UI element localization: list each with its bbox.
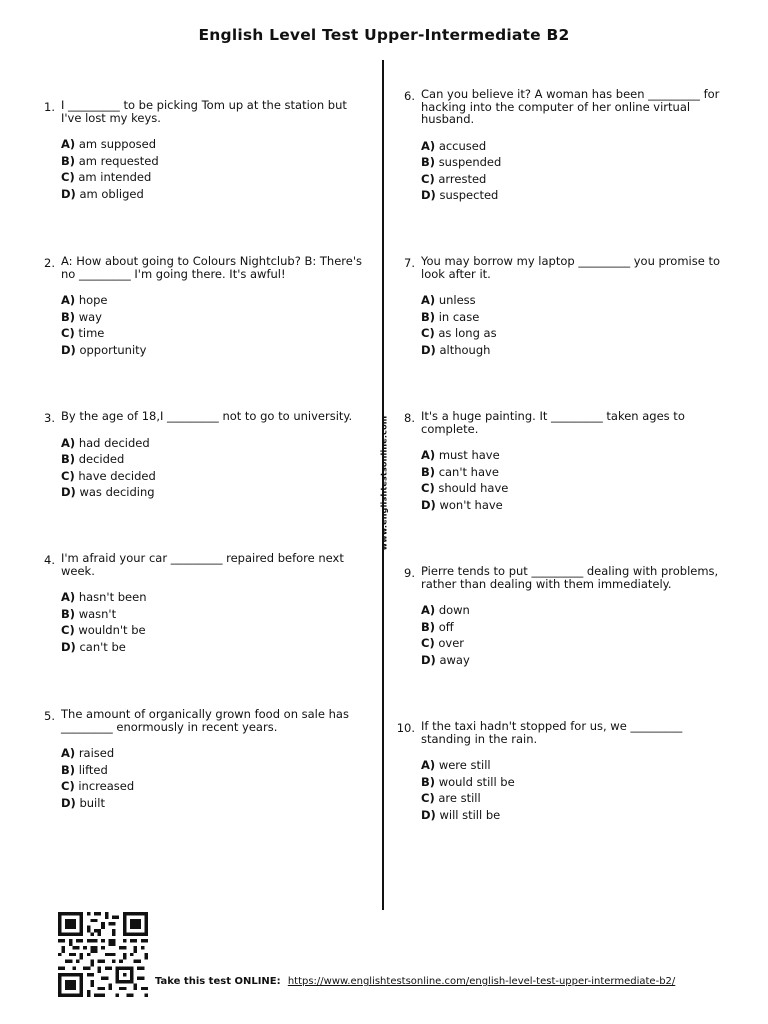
option-d[interactable]: D) away: [421, 652, 470, 667]
option-c[interactable]: C) increased: [61, 779, 135, 793]
question-number: 5.: [44, 709, 55, 723]
question-number: 4.: [44, 553, 55, 567]
option-c[interactable]: C) should have: [421, 481, 509, 495]
option-b[interactable]: B) lifted: [61, 762, 108, 777]
option-d[interactable]: D) was deciding: [61, 485, 155, 499]
option-c[interactable]: C) over: [421, 636, 465, 650]
option-d[interactable]: D) will still be: [421, 807, 501, 822]
option-b[interactable]: B) off: [421, 619, 454, 634]
option-b[interactable]: B) am requested: [61, 153, 159, 168]
option-b[interactable]: B) can't have: [421, 464, 499, 479]
watermark-text: www.englishtestsonline.com: [379, 415, 389, 551]
option-a[interactable]: A) raised: [61, 746, 115, 760]
question-stem: Can you believe it? A woman has been _________ for hacking into the computer of her online virtual husband.: [421, 87, 720, 126]
option-b[interactable]: B) wasn't: [61, 606, 117, 621]
option-b[interactable]: B) suspended: [421, 155, 502, 169]
option-a[interactable]: A) must have: [421, 448, 500, 462]
option-b[interactable]: B) decided: [61, 452, 125, 466]
option-a[interactable]: A) hasn't been: [61, 590, 147, 604]
option-b[interactable]: B) way: [61, 309, 102, 324]
option-a[interactable]: A) were still: [421, 758, 491, 772]
question-stem: Pierre tends to put _________ dealing with problems, rather than dealing with them immediately.: [421, 564, 719, 591]
option-d[interactable]: D) can't be: [61, 639, 126, 654]
option-c[interactable]: C) time: [61, 326, 105, 340]
option-d[interactable]: D) won't have: [421, 497, 503, 512]
question-number: 6.: [404, 89, 415, 103]
question-stem: By the age of 18,I _________ not to go to university.: [61, 409, 353, 423]
footer-label: Take this test ONLINE:: [155, 976, 281, 987]
question-number: 8.: [404, 411, 415, 425]
qr-code[interactable]: [58, 912, 148, 997]
option-c[interactable]: C) am intended: [61, 170, 152, 184]
option-d[interactable]: D) suspected: [421, 188, 499, 202]
page-title: English Level Test Upper-Intermediate B2: [198, 26, 570, 44]
option-d[interactable]: D) although: [421, 342, 491, 357]
option-d[interactable]: D) built: [61, 795, 105, 810]
question-stem: You may borrow my laptop _________ you promise to look after it.: [421, 254, 720, 281]
footer: [155, 976, 675, 987]
option-a[interactable]: A) unless: [421, 293, 476, 307]
question-number: 10.: [396, 721, 415, 735]
option-d[interactable]: D) opportunity: [61, 342, 147, 357]
question-stem: If the taxi hadn't stopped for us, we _________ standing in the rain.: [421, 719, 683, 746]
option-c[interactable]: C) are still: [421, 791, 481, 805]
option-c[interactable]: C) arrested: [421, 171, 487, 186]
option-a[interactable]: A) hope: [61, 293, 108, 307]
question-stem: It's a huge painting. It _________ taken ages to complete.: [421, 409, 685, 436]
qr-code-icon: [58, 912, 148, 997]
question-number: 3.: [44, 411, 55, 425]
question-stem: The amount of organically grown food on sale has _________ enormously in recent years.: [61, 707, 349, 734]
question-number: 7.: [404, 256, 415, 270]
option-b[interactable]: B) would still be: [421, 774, 515, 789]
option-c[interactable]: C) have decided: [61, 468, 156, 483]
option-a[interactable]: A) had decided: [61, 435, 150, 450]
question-stem: I _________ to be picking Tom up at the station but I've lost my keys.: [61, 98, 347, 125]
footer-link[interactable]: https://www.englishtestsonline.com/english-level-test-upper-intermediate-b2/: [287, 976, 676, 987]
option-d[interactable]: D) am obliged: [61, 186, 144, 201]
question-number: 9.: [404, 566, 415, 580]
option-b[interactable]: B) in case: [421, 309, 480, 324]
option-c[interactable]: C) as long as: [421, 326, 497, 340]
question-stem: I'm afraid your car _________ repaired before next week.: [61, 551, 344, 578]
question-number: 1.: [44, 100, 55, 114]
option-a[interactable]: A) am supposed: [61, 137, 156, 151]
question-number: 2.: [44, 256, 55, 270]
question-stem: A: How about going to Colours Nightclub? B: There's no _________ I'm going there. It's awful!: [61, 254, 362, 281]
option-a[interactable]: A) accused: [421, 138, 487, 153]
option-a[interactable]: A) down: [421, 603, 470, 617]
option-c[interactable]: C) wouldn't be: [61, 623, 146, 637]
